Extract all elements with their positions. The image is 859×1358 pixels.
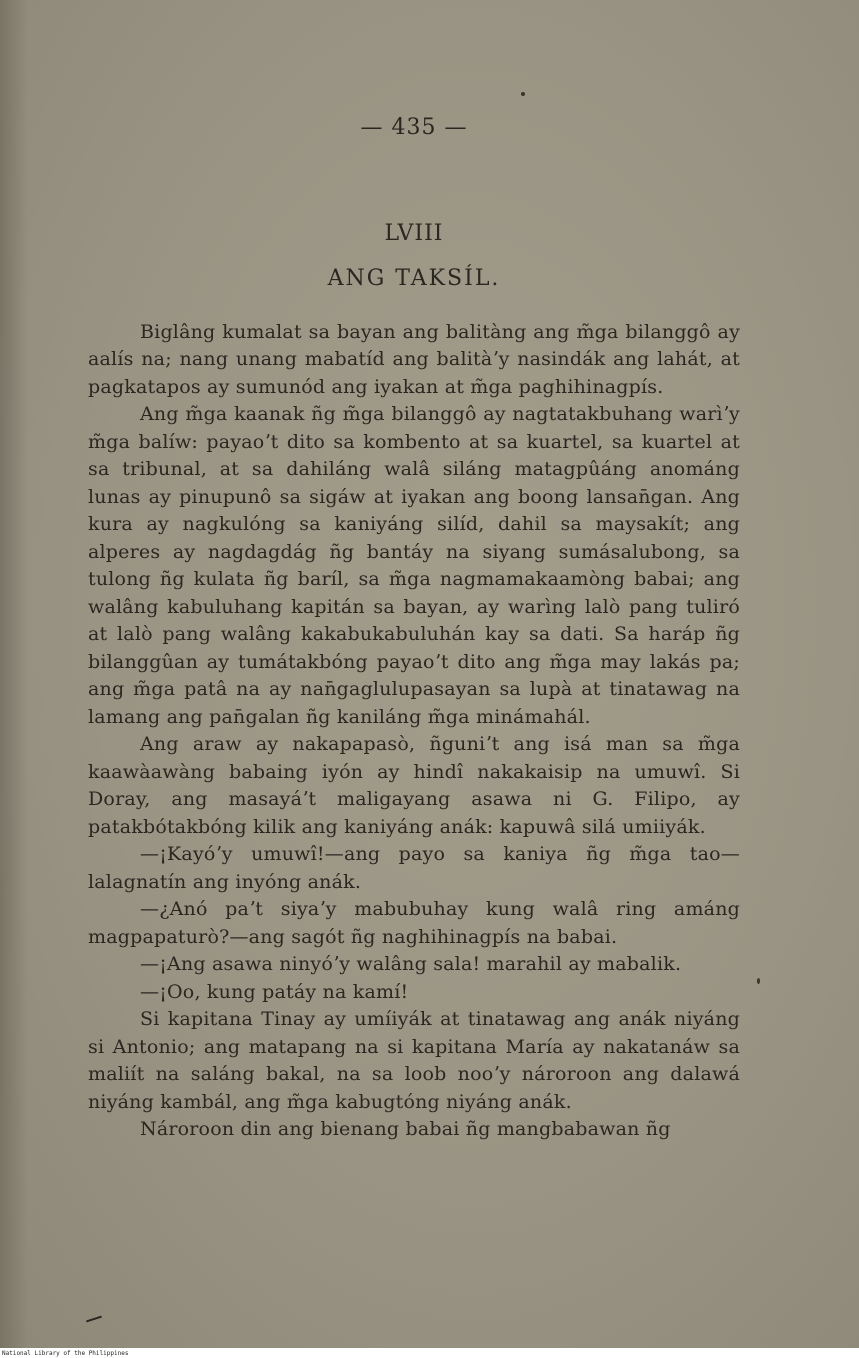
paragraph: Nároroon din ang bienang babai ñg mangbabawan ñg (140, 1118, 671, 1140)
page-text (88, 100, 740, 1144)
paragraph: —¡Kayóʼy umuwî!—ang payo sa kaniya ñg m̃ga tao—lalagnatín ang inyóng anák. (88, 843, 740, 893)
paragraph: Biglâng kumalat sa bayan ang balitàng ang m̃ga bilanggô ay aalís na; nang unang mabatíd ang balitàʼy nasindák ang lahát, at pagkatapos ay sumunód ang iyakan at m̃ga paghihinagpís. (88, 320, 740, 398)
paragraph: —¡Oo, kung patáy na kamí! (140, 980, 409, 1003)
ink-speck (757, 978, 760, 984)
ink-speck (521, 92, 525, 96)
paragraph: Si kapitana Tinay ay umíiyák at tinatawag ang anák niyáng si Antonio; ang matapang na si kapitana María ay nakatanáw sa maliít na saláng bakal, na sa loob nooʼy nároroon ang dalawá niyáng kambál, ang m̃ga kabugtóng niyáng anák. (88, 1008, 740, 1113)
paragraph: —¡Ang asawa ninyóʼy walâng sala! marahil ay mabalik. (140, 953, 682, 975)
library-credit: National Library of the Philippines (2, 1350, 129, 1357)
page-edge-shadow (0, 0, 28, 1348)
pencil-mark (86, 1316, 102, 1323)
chapter-title: ANG TAKSÍL. (327, 266, 501, 291)
page-number: — 435 — (360, 115, 468, 140)
chapter-number: LVIII (384, 220, 444, 246)
paragraph: Ang araw ay nakapapasò, ñguniʼt ang isá man sa m̃ga kaawàawàng babaing iyón ay hindî nakakaisip na umuwî. Si Doray, ang masayáʼt maligayang asawa ni G. Filipo, ay patakbótakbóng kilik ang kaniyáng anák: kapuwâ silá umiiyák. (88, 733, 740, 838)
paragraph: —¿Anó paʼt siyaʼy mabubuhay kung walâ ring amáng magpapaturò?—ang sagót ñg naghihinagpís na babai. (88, 898, 740, 948)
paragraph: Ang m̃ga kaanak ñg m̃ga bilanggô ay nagtatakbuhang warìʼy m̃ga balíw: payaoʼt dito sa kombento at sa kuartel, sa kuartel at sa tribunal, at sa dahiláng walâ siláng matagpûáng anománg lunas ay pinupunô sa sigáw at iyakan ang boong lansan̄gan. Ang kura ay nagkulóng sa kaniyáng silíd, dahil sa maysakít; ang alperes ay nagdagdág ñg bantáy na siyang sumásalubong, sa tulong ñg kulata ñg baríl, sa m̃ga nagmamakaamòng babai; ang walâng kabuluhang kapitán sa bayan, ay warìng lalò pang tuliró at lalò pang walâng kakabukabuluhán kay sa dati. Sa haráp ñg bilanggûan ay tumátakbóng payaoʼt dito ang m̃ga may lakás pa; ang m̃ga patâ na ay nan̄gaglulupasayan sa lupà at tinatawag na lamang ang pan̄galan ñg kaniláng m̃ga minámahál. (88, 403, 740, 728)
